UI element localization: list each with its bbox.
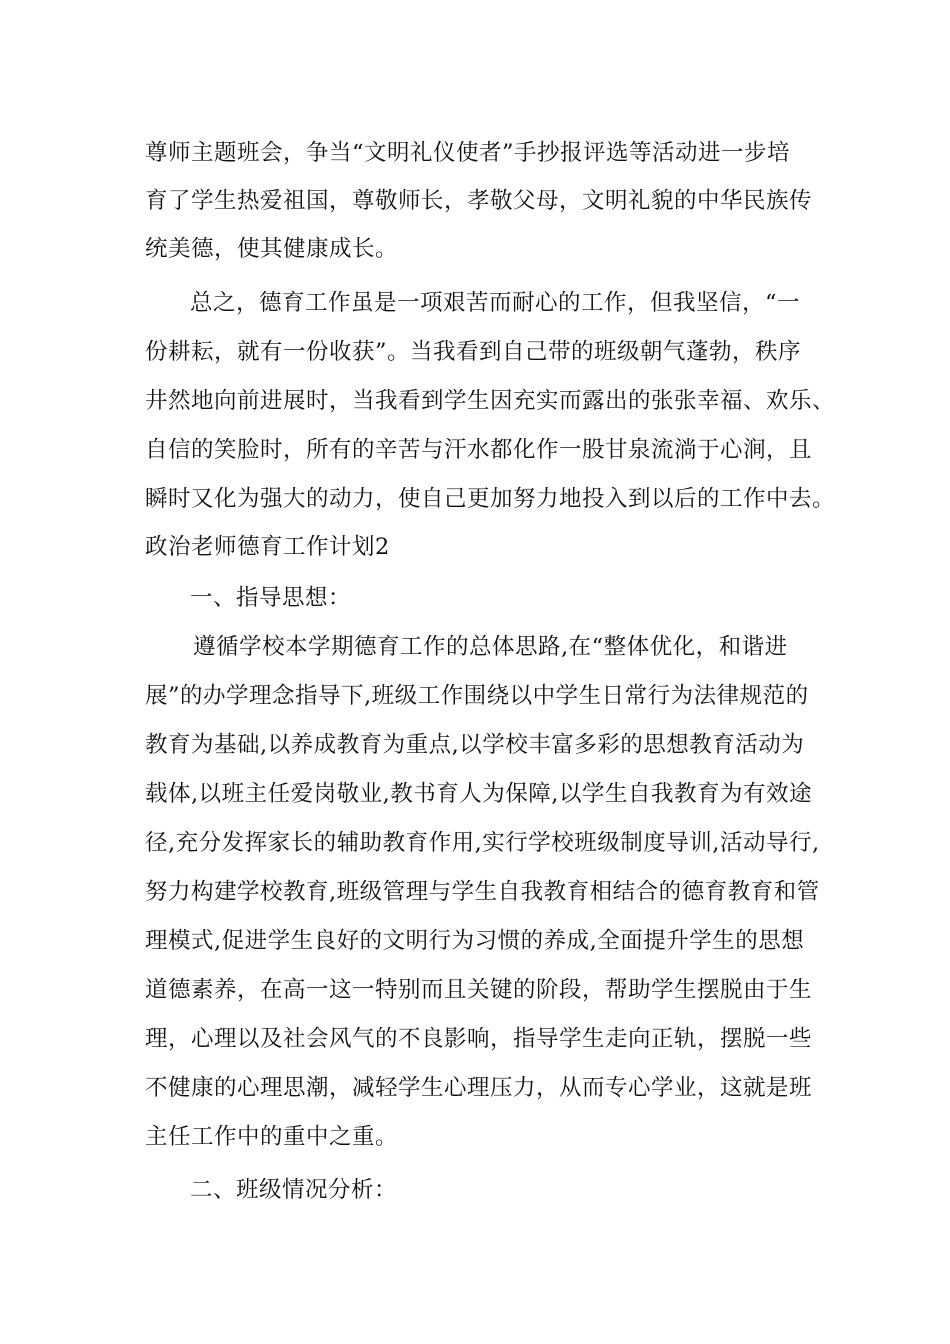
text-line: 展”的办学理念指导下,班级工作围绕以中学生日常行为法律规范的: [145, 683, 809, 709]
text-line: 尊师主题班会，争当“文明礼仪使者”手抄报评选等活动进一步培: [145, 140, 791, 166]
text-line: 载体,以班主任爱岗敬业,教书育人为保障,以学生自我教育为有效途: [145, 781, 812, 807]
text-line: 井然地向前进展时，当我看到学生因充实而露出的张张幸福、欢乐、: [145, 388, 836, 414]
section-heading: 一、指导思想：: [190, 585, 352, 611]
text-line: 主任工作中的重中之重。: [145, 1124, 399, 1150]
text-line: 遵循学校本学期德育工作的总体思路,在“整体优化，和谐进: [193, 634, 788, 660]
text-line: 教育为基础,以养成教育为重点,以学校丰富多彩的思想教育活动为: [145, 732, 805, 758]
text-line: 不健康的心理思潮，减轻学生心理压力，从而专心学业，这就是班: [145, 1075, 813, 1101]
text-line: 育了学生热爱祖国，尊敬师长，孝敬父母，文明礼貌的中华民族传: [145, 188, 813, 214]
text-line: 努力构建学校教育,班级管理与学生自我教育相结合的德育教育和管: [145, 879, 820, 905]
text-line: 自信的笑脸时，所有的辛苦与汗水都化作一股甘泉流淌于心涧，且: [145, 437, 813, 463]
section-title: 政治老师德育工作计划2: [145, 534, 390, 560]
text-line: 理模式,促进学生良好的文明行为习惯的养成,全面提升学生的思想: [145, 928, 805, 954]
text-line: 道德素养，在高一这一特别而且关键的阶段，帮助学生摆脱由于生: [145, 977, 813, 1003]
text-line: 总之，德育工作虽是一项艰苦而耐心的工作，但我坚信，“一: [190, 290, 801, 316]
section-heading: 二、班级情况分析：: [190, 1177, 398, 1203]
text-line: 份耕耘，就有一份收获”。当我看到自己带的班级朝气蓬勃，秩序: [145, 339, 802, 365]
text-line: 理，心理以及社会风气的不良影响，指导学生走向正轨，摆脱一些: [145, 1026, 813, 1052]
text-line: 径,充分发挥家长的辅助教育作用,实行学校班级制度导训,活动导行,: [145, 830, 820, 856]
text-line: 统美德，使其健康成长。: [145, 236, 399, 262]
text-line: 瞬时又化为强大的动力，使自己更加努力地投入到以后的工作中去。: [145, 486, 836, 512]
